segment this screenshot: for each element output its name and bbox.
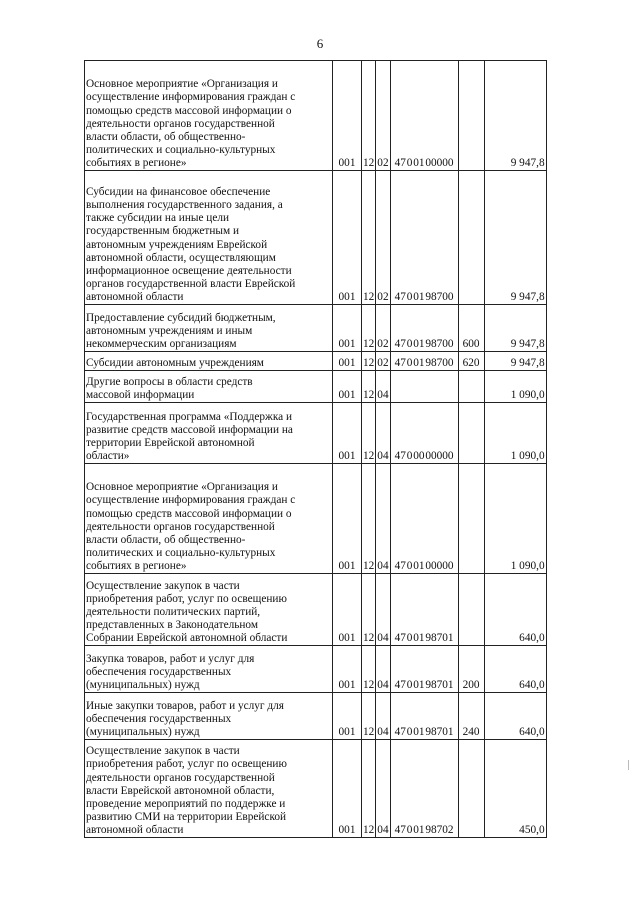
item-name-cell: Иные закупки товаров, работ и услуг для обеспечения государственных (муниципальных) нужд	[85, 693, 333, 740]
table-row	[85, 403, 547, 464]
target-article-part: 0	[406, 823, 413, 836]
target-article-part: 01	[413, 823, 425, 836]
target-article-code	[392, 632, 457, 645]
expense-type-cell	[458, 371, 484, 403]
expense-type-cell: 600	[458, 305, 484, 352]
table-row	[85, 693, 547, 740]
item-name-cell: Субсидии автономным учреждениям	[85, 352, 333, 371]
target-article-part: 00	[413, 449, 425, 462]
admin-code-cell: 001	[333, 574, 362, 646]
target-article-part: 0	[406, 449, 413, 462]
target-article-part: 01	[413, 559, 425, 572]
budget-table-body	[85, 61, 547, 838]
target-article-part: 98701	[425, 631, 454, 644]
amount-cell: 1 090,0	[484, 464, 546, 574]
admin-code-cell: 001	[333, 371, 362, 403]
table-row	[85, 464, 547, 574]
admin-code-cell: 001	[333, 740, 362, 838]
target-article-part: 0	[406, 678, 413, 691]
section-code-cell: 12	[362, 352, 376, 371]
target-article-code	[392, 560, 457, 573]
amount-cell: 640,0	[484, 693, 546, 740]
section-code-cell: 12	[362, 371, 376, 403]
table-row	[85, 61, 547, 171]
table-row	[85, 371, 547, 403]
target-article-part: 00000	[425, 156, 454, 169]
page-number: 6	[316, 36, 324, 51]
target-article-cell	[390, 464, 458, 574]
table-row	[85, 305, 547, 352]
target-article-part: 0	[406, 290, 413, 303]
amount-cell: 9 947,8	[484, 61, 546, 171]
target-article-part: 98700	[425, 356, 454, 369]
target-article-part: 01	[413, 678, 425, 691]
subsection-code-cell: 04	[376, 693, 390, 740]
expense-type-cell	[458, 403, 484, 464]
target-article-code	[392, 824, 457, 837]
admin-code-cell: 001	[333, 305, 362, 352]
admin-code-cell: 001	[333, 646, 362, 693]
table-row	[85, 574, 547, 646]
target-article-part: 0	[406, 356, 413, 369]
target-article-part: 47	[394, 678, 406, 691]
amount-cell: 1 090,0	[484, 371, 546, 403]
item-name-cell: Основное мероприятие «Организация и осуществление информирования граждан с помощью средств массовой информации о деятельности органов государственной власти области, об общественно- политических и социально-культурных событиях в регионе»	[85, 61, 333, 171]
table-row	[85, 740, 547, 838]
target-article-part: 0	[406, 725, 413, 738]
subsection-code-cell: 04	[376, 371, 390, 403]
section-code-cell: 12	[362, 693, 376, 740]
target-article-part: 47	[394, 631, 406, 644]
admin-code-cell: 001	[333, 403, 362, 464]
target-article-part: 01	[413, 156, 425, 169]
target-article-cell	[390, 305, 458, 352]
expense-type-cell	[458, 574, 484, 646]
expense-type-cell: 620	[458, 352, 484, 371]
target-article-part: 98701	[425, 678, 454, 691]
item-name-cell: Субсидии на финансовое обеспечение выполнения государственного задания, а также субсидии на иные цели государственным бюджетным и автономным учреждениям Еврейской автономной области, осуществляющим информационное освещение деятельности органов государственной власти Еврейской автономной области	[85, 171, 333, 305]
margin-mark	[628, 760, 629, 770]
target-article-part: 98701	[425, 725, 454, 738]
expense-type-cell	[458, 740, 484, 838]
target-article-part: 01	[413, 725, 425, 738]
section-code-cell: 12	[362, 574, 376, 646]
expense-type-cell: 240	[458, 693, 484, 740]
target-article-part: 0	[406, 559, 413, 572]
expense-type-cell	[458, 61, 484, 171]
target-article-part: 0	[406, 156, 413, 169]
section-code-cell: 12	[362, 171, 376, 305]
admin-code-cell: 001	[333, 464, 362, 574]
target-article-cell	[390, 371, 458, 403]
target-article-cell	[390, 693, 458, 740]
target-article-part: 47	[394, 337, 406, 350]
amount-cell: 640,0	[484, 574, 546, 646]
item-name-cell: Закупка товаров, работ и услуг для обеспечения государственных (муниципальных) нужд	[85, 646, 333, 693]
target-article-part: 01	[413, 631, 425, 644]
target-article-part: 98702	[425, 823, 454, 836]
target-article-cell	[390, 646, 458, 693]
table-row	[85, 646, 547, 693]
target-article-part: 47	[394, 290, 406, 303]
target-article-code	[392, 450, 457, 463]
target-article-cell	[390, 403, 458, 464]
target-article-part: 0	[406, 631, 413, 644]
item-name-cell: Государственная программа «Поддержка и развитие средств массовой информации на территории Еврейской автономной области»	[85, 403, 333, 464]
target-article-cell	[390, 574, 458, 646]
target-article-part: 00000	[425, 559, 454, 572]
expense-type-cell	[458, 464, 484, 574]
target-article-part: 47	[394, 449, 406, 462]
target-article-part: 47	[394, 823, 406, 836]
expense-type-cell: 200	[458, 646, 484, 693]
target-article-code	[392, 157, 457, 170]
subsection-code-cell: 02	[376, 305, 390, 352]
amount-cell: 9 947,8	[484, 305, 546, 352]
table-row	[85, 352, 547, 371]
target-article-part: 47	[394, 725, 406, 738]
subsection-code-cell: 04	[376, 646, 390, 693]
expense-type-cell	[458, 171, 484, 305]
target-article-cell	[390, 61, 458, 171]
amount-cell: 640,0	[484, 646, 546, 693]
budget-table	[84, 60, 547, 838]
section-code-cell: 12	[362, 305, 376, 352]
amount-cell: 1 090,0	[484, 403, 546, 464]
target-article-code	[392, 357, 457, 370]
target-article-part: 47	[394, 156, 406, 169]
amount-cell: 9 947,8	[484, 171, 546, 305]
admin-code-cell: 001	[333, 61, 362, 171]
target-article-part: 47	[394, 356, 406, 369]
subsection-code-cell: 04	[376, 403, 390, 464]
target-article-code	[392, 726, 457, 739]
target-article-part: 01	[413, 337, 425, 350]
subsection-code-cell: 02	[376, 352, 390, 371]
section-code-cell: 12	[362, 61, 376, 171]
target-article-code	[392, 679, 457, 692]
target-article-part: 0	[406, 337, 413, 350]
subsection-code-cell: 04	[376, 740, 390, 838]
target-article-part: 01	[413, 356, 425, 369]
item-name-cell: Основное мероприятие «Организация и осуществление информирования граждан с помощью средств массовой информации о деятельности органов государственной власти области, об общественно- политических и социально-культурных событиях в регионе»	[85, 464, 333, 574]
target-article-code	[392, 338, 457, 351]
item-name-cell: Другие вопросы в области средств массовой информации	[85, 371, 333, 403]
target-article-part: 01	[413, 290, 425, 303]
section-code-cell: 12	[362, 403, 376, 464]
section-code-cell: 12	[362, 464, 376, 574]
item-name-cell: Осуществление закупок в части приобретения работ, услуг по освещению деятельности органов государственной власти Еврейской автономной области, проведение мероприятий по поддержке и развитию СМИ на территории Еврейской автономной области	[85, 740, 333, 838]
target-article-part: 00000	[425, 449, 454, 462]
item-name-cell: Осуществление закупок в части приобретения работ, услуг по освещению деятельности политических партий, представленных в Законодательном Собрании Еврейской автономной области	[85, 574, 333, 646]
section-code-cell: 12	[362, 646, 376, 693]
admin-code-cell: 001	[333, 352, 362, 371]
admin-code-cell: 001	[333, 693, 362, 740]
amount-cell: 9 947,8	[484, 352, 546, 371]
subsection-code-cell: 04	[376, 464, 390, 574]
item-name-cell: Предоставление субсидий бюджетным, автономным учреждениям и иным некоммерческим организациям	[85, 305, 333, 352]
subsection-code-cell: 04	[376, 574, 390, 646]
target-article-cell	[390, 740, 458, 838]
target-article-part: 98700	[425, 290, 454, 303]
subsection-code-cell: 02	[376, 171, 390, 305]
amount-cell: 450,0	[484, 740, 546, 838]
target-article-code	[392, 291, 457, 304]
target-article-cell	[390, 171, 458, 305]
target-article-part: 98700	[425, 337, 454, 350]
section-code-cell: 12	[362, 740, 376, 838]
table-row	[85, 171, 547, 305]
target-article-part: 47	[394, 559, 406, 572]
subsection-code-cell: 02	[376, 61, 390, 171]
admin-code-cell: 001	[333, 171, 362, 305]
target-article-cell	[390, 352, 458, 371]
